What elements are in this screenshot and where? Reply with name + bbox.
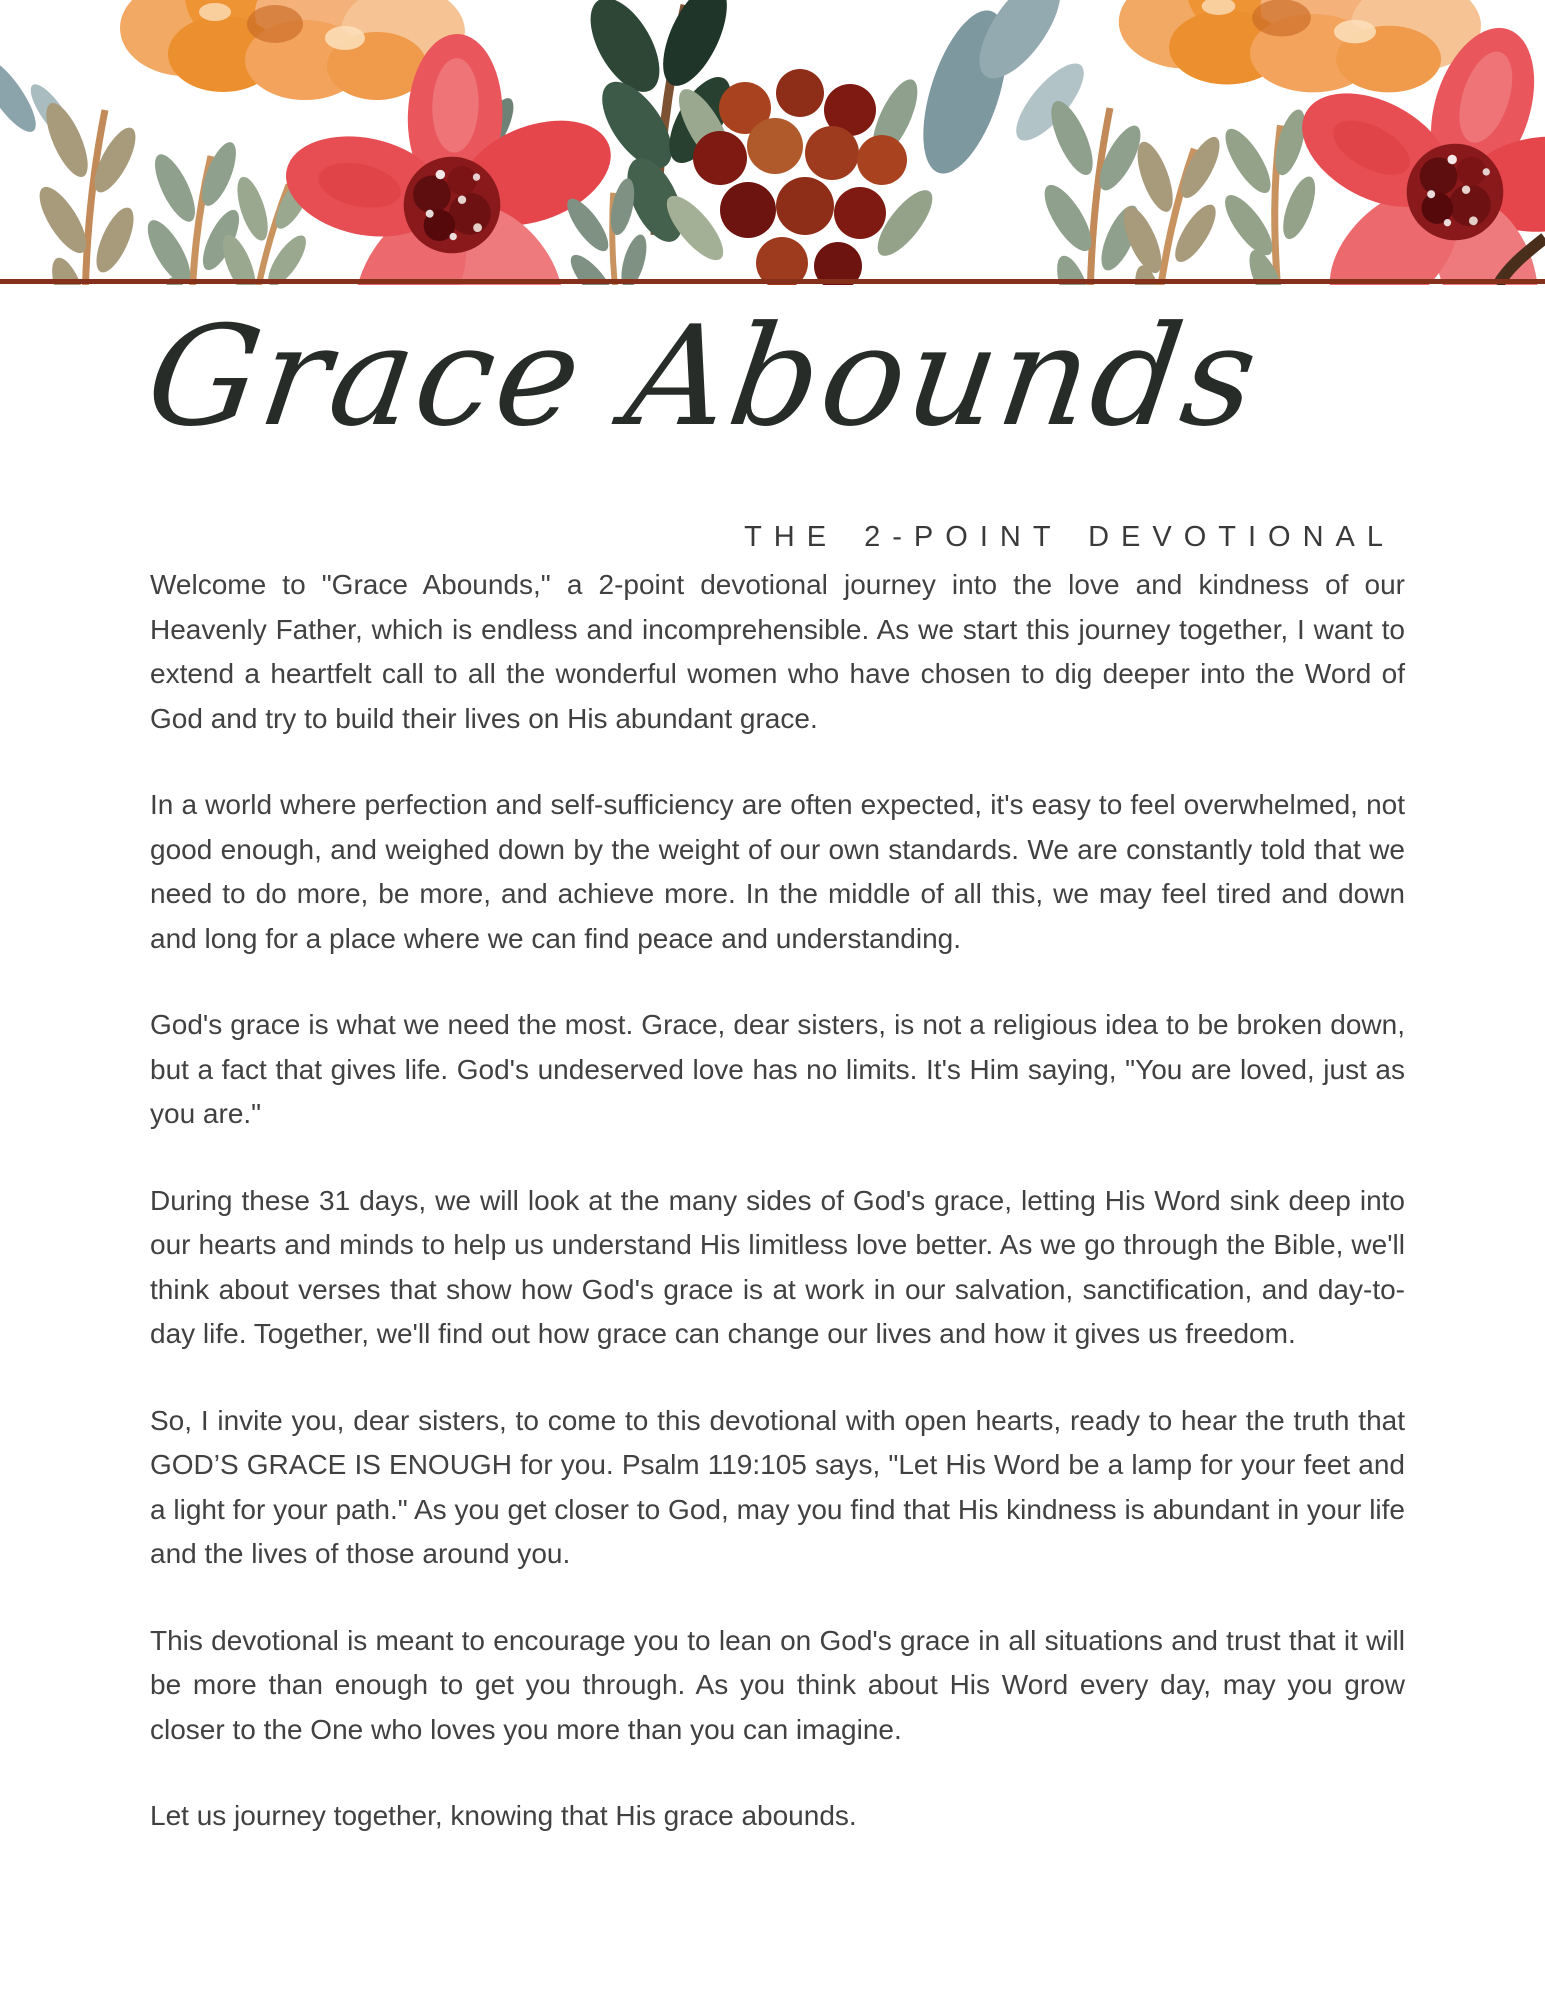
paragraph-invitation: So, I invite you, dear sisters, to come to this devotional with open hearts, ready to hear the truth that GOD’S GRACE IS ENOUGH for you. Psalm 119:105 says, "Let His Word be a lamp for your feet and a light for your path." As you get closer to God, may you find that His kindness is abundant in your life and the lives of those around you. [150,1404,1405,1569]
paragraph-world-perfection: In a world where perfection and self-sufficiency are often expected, it's easy to feel overwhelmed, not good enough, and weighed down by the weight of our own standards. We are constantly told that we need to do more, be more, and achieve more. In the middle of all this, we may feel tired and down and long for a place where we can find peace and understanding. [150,789,1405,954]
page-subtitle: THE 2-POINT DEVOTIONAL [744,521,1395,553]
floral-header-decoration [0,0,1545,285]
paragraph-gods-grace: God's grace is what we need the most. Grace, dear sisters, is not a religious idea to be broken down, but a fact that gives life. God's undeserved love has no limits. It's Him saying, "You are loved, just as you are." [150,1009,1405,1129]
page-title: Grace Abounds [138,296,1269,457]
body-text [150,563,1405,1839]
paragraph-encouragement: This devotional is meant to encourage you to lean on God's grace in all situations and trust that it will be more than enough to get you through. As you think about His Word every day, may you grow closer to the One who loves you more than you can imagine. [150,1624,1405,1745]
paragraph-welcome: Welcome to "Grace Abounds," a 2-point devotional journey into the love and kindness of our Heavenly Father, which is endless and incomprehensible. As we start this journey together, I want to extend a heartfelt call to all the wonderful women who have chosen to dig deeper into the Word of God and try to build their lives on His abundant grace. [150,569,1405,734]
paragraph-31-days: During these 31 days, we will look at the many sides of God's grace, letting His Word sink deep into our hearts and minds to help us understand His limitless love better. As we go through the Bible, we'll think about verses that show how God's grace is at work in our salvation, sanctification, and day-to-day life. Together, we'll find out how grace can change our lives and how it gives us freedom. [150,1184,1405,1349]
paragraph-closing: Let us journey together, knowing that His grace abounds. [150,1800,857,1831]
header-divider-line [0,279,1545,284]
